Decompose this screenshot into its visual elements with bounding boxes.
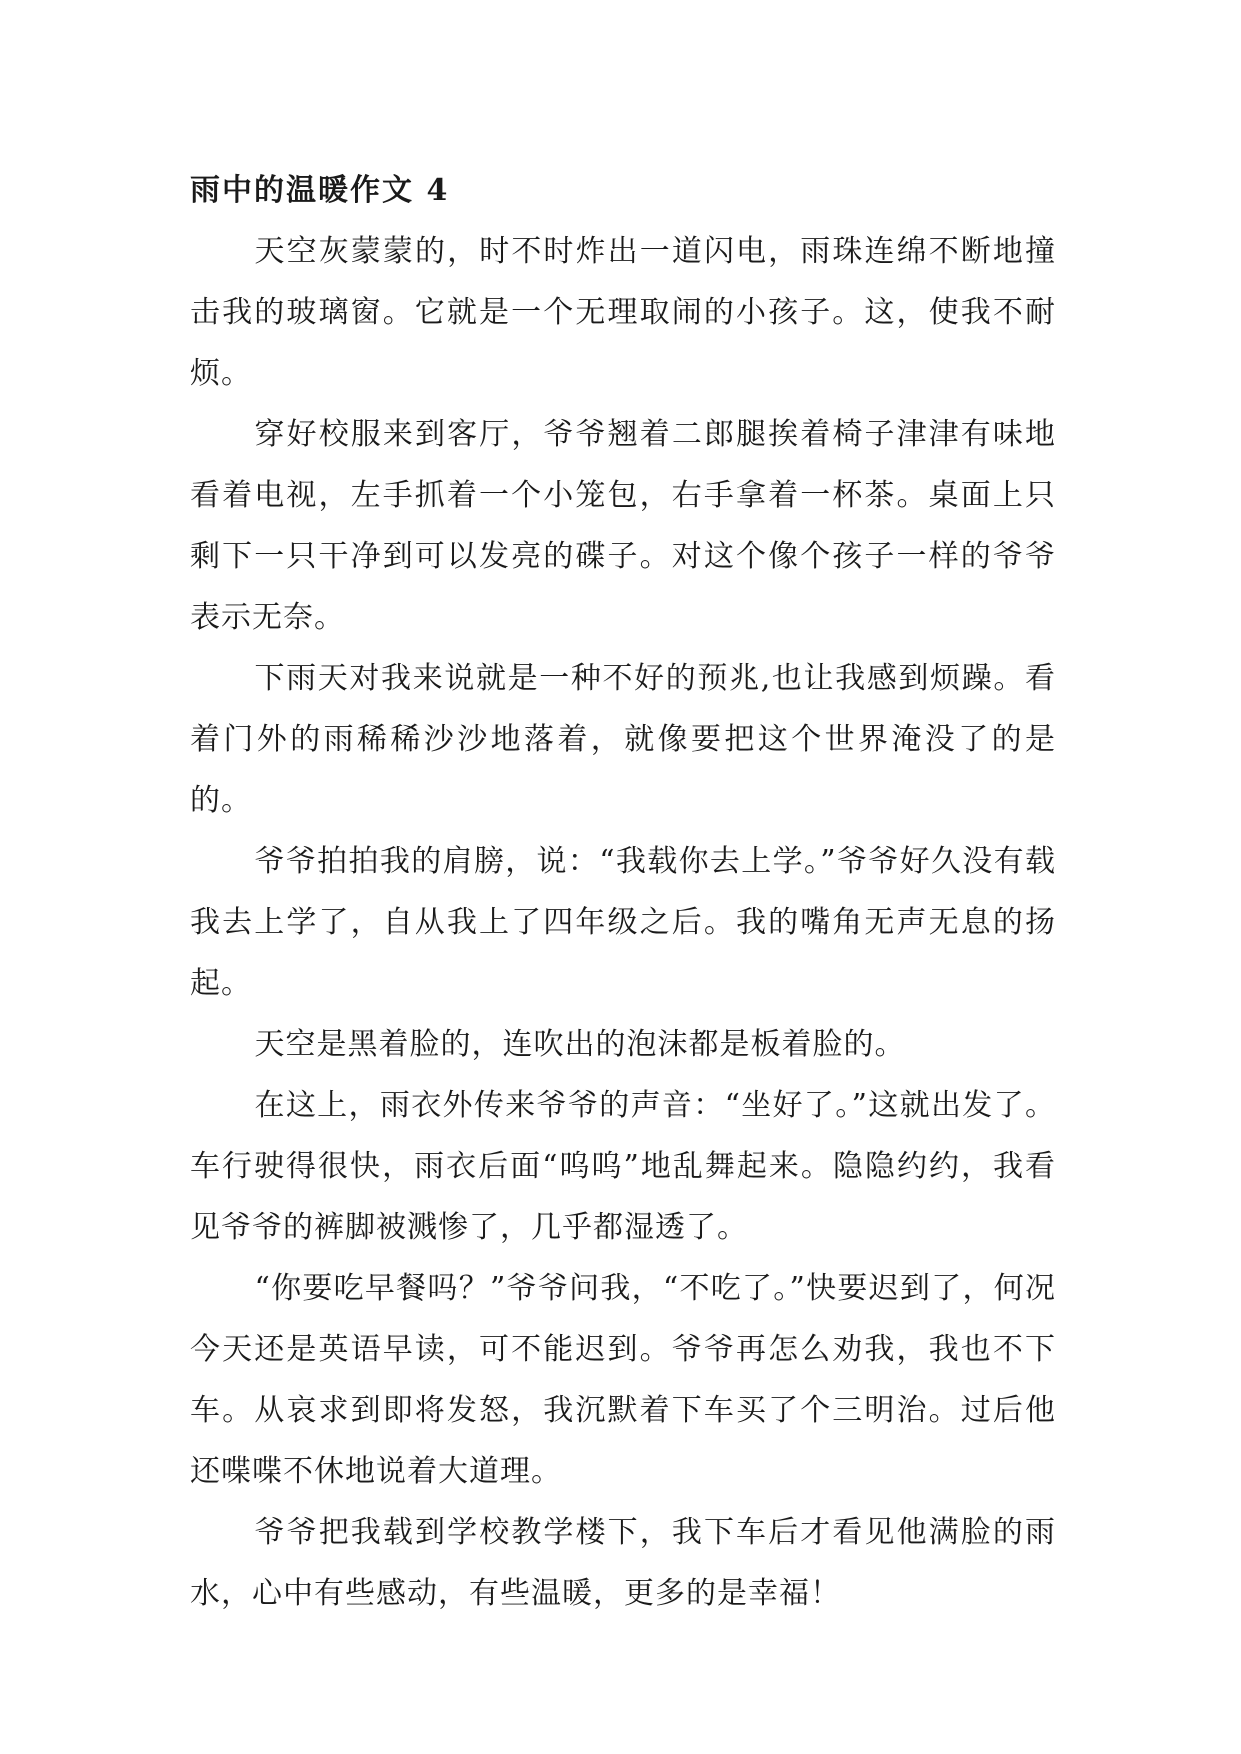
paragraph-3: 下雨天对我来说就是一种不好的预兆,也让我感到烦躁。看着门外的雨稀稀沙沙地落着，就像要把这个世界淹没了的是的。 [190, 661, 1056, 818]
document-page [190, 160, 1056, 1624]
paragraph-6: 在这上，雨衣外传来爷爷的声音：“坐好了。”这就出发了。车行驶得很快，雨衣后面“呜呜”地乱舞起来。隐隐约约，我看见爷爷的裤脚被溅惨了，几乎都湿透了。 [190, 1088, 1056, 1245]
paragraph-1: 天空灰蒙蒙的，时不时炸出一道闪电，雨珠连绵不断地撞击我的玻璃窗。它就是一个无理取闹的小孩子。这，使我不耐烦。 [190, 234, 1056, 391]
document-title: 雨中的温暖作文 4 [190, 173, 450, 208]
paragraph-4: 爷爷拍拍我的肩膀，说：“我载你去上学。”爷爷好久没有载我去上学了，自从我上了四年级之后。我的嘴角无声无息的扬起。 [190, 844, 1056, 1001]
paragraph-2: 穿好校服来到客厅，爷爷翘着二郎腿挨着椅子津津有味地看着电视，左手抓着一个小笼包，右手拿着一杯茶。桌面上只剩下一只干净到可以发亮的碟子。对这个像个孩子一样的爷爷表示无奈。 [190, 417, 1056, 635]
paragraph-7: “你要吃早餐吗？”爷爷问我，“不吃了。”快要迟到了，何况今天还是英语早读，可不能迟到。爷爷再怎么劝我，我也不下车。从哀求到即将发怒，我沉默着下车买了个三明治。过后他还喋喋不休地说着大道理。 [190, 1271, 1056, 1489]
paragraph-5: 天空是黑着脸的，连吹出的泡沫都是板着脸的。 [254, 1027, 906, 1062]
paragraph-8: 爷爷把我载到学校教学楼下，我下车后才看见他满脸的雨水，心中有些感动，有些温暖，更多的是幸福！ [190, 1515, 1056, 1611]
